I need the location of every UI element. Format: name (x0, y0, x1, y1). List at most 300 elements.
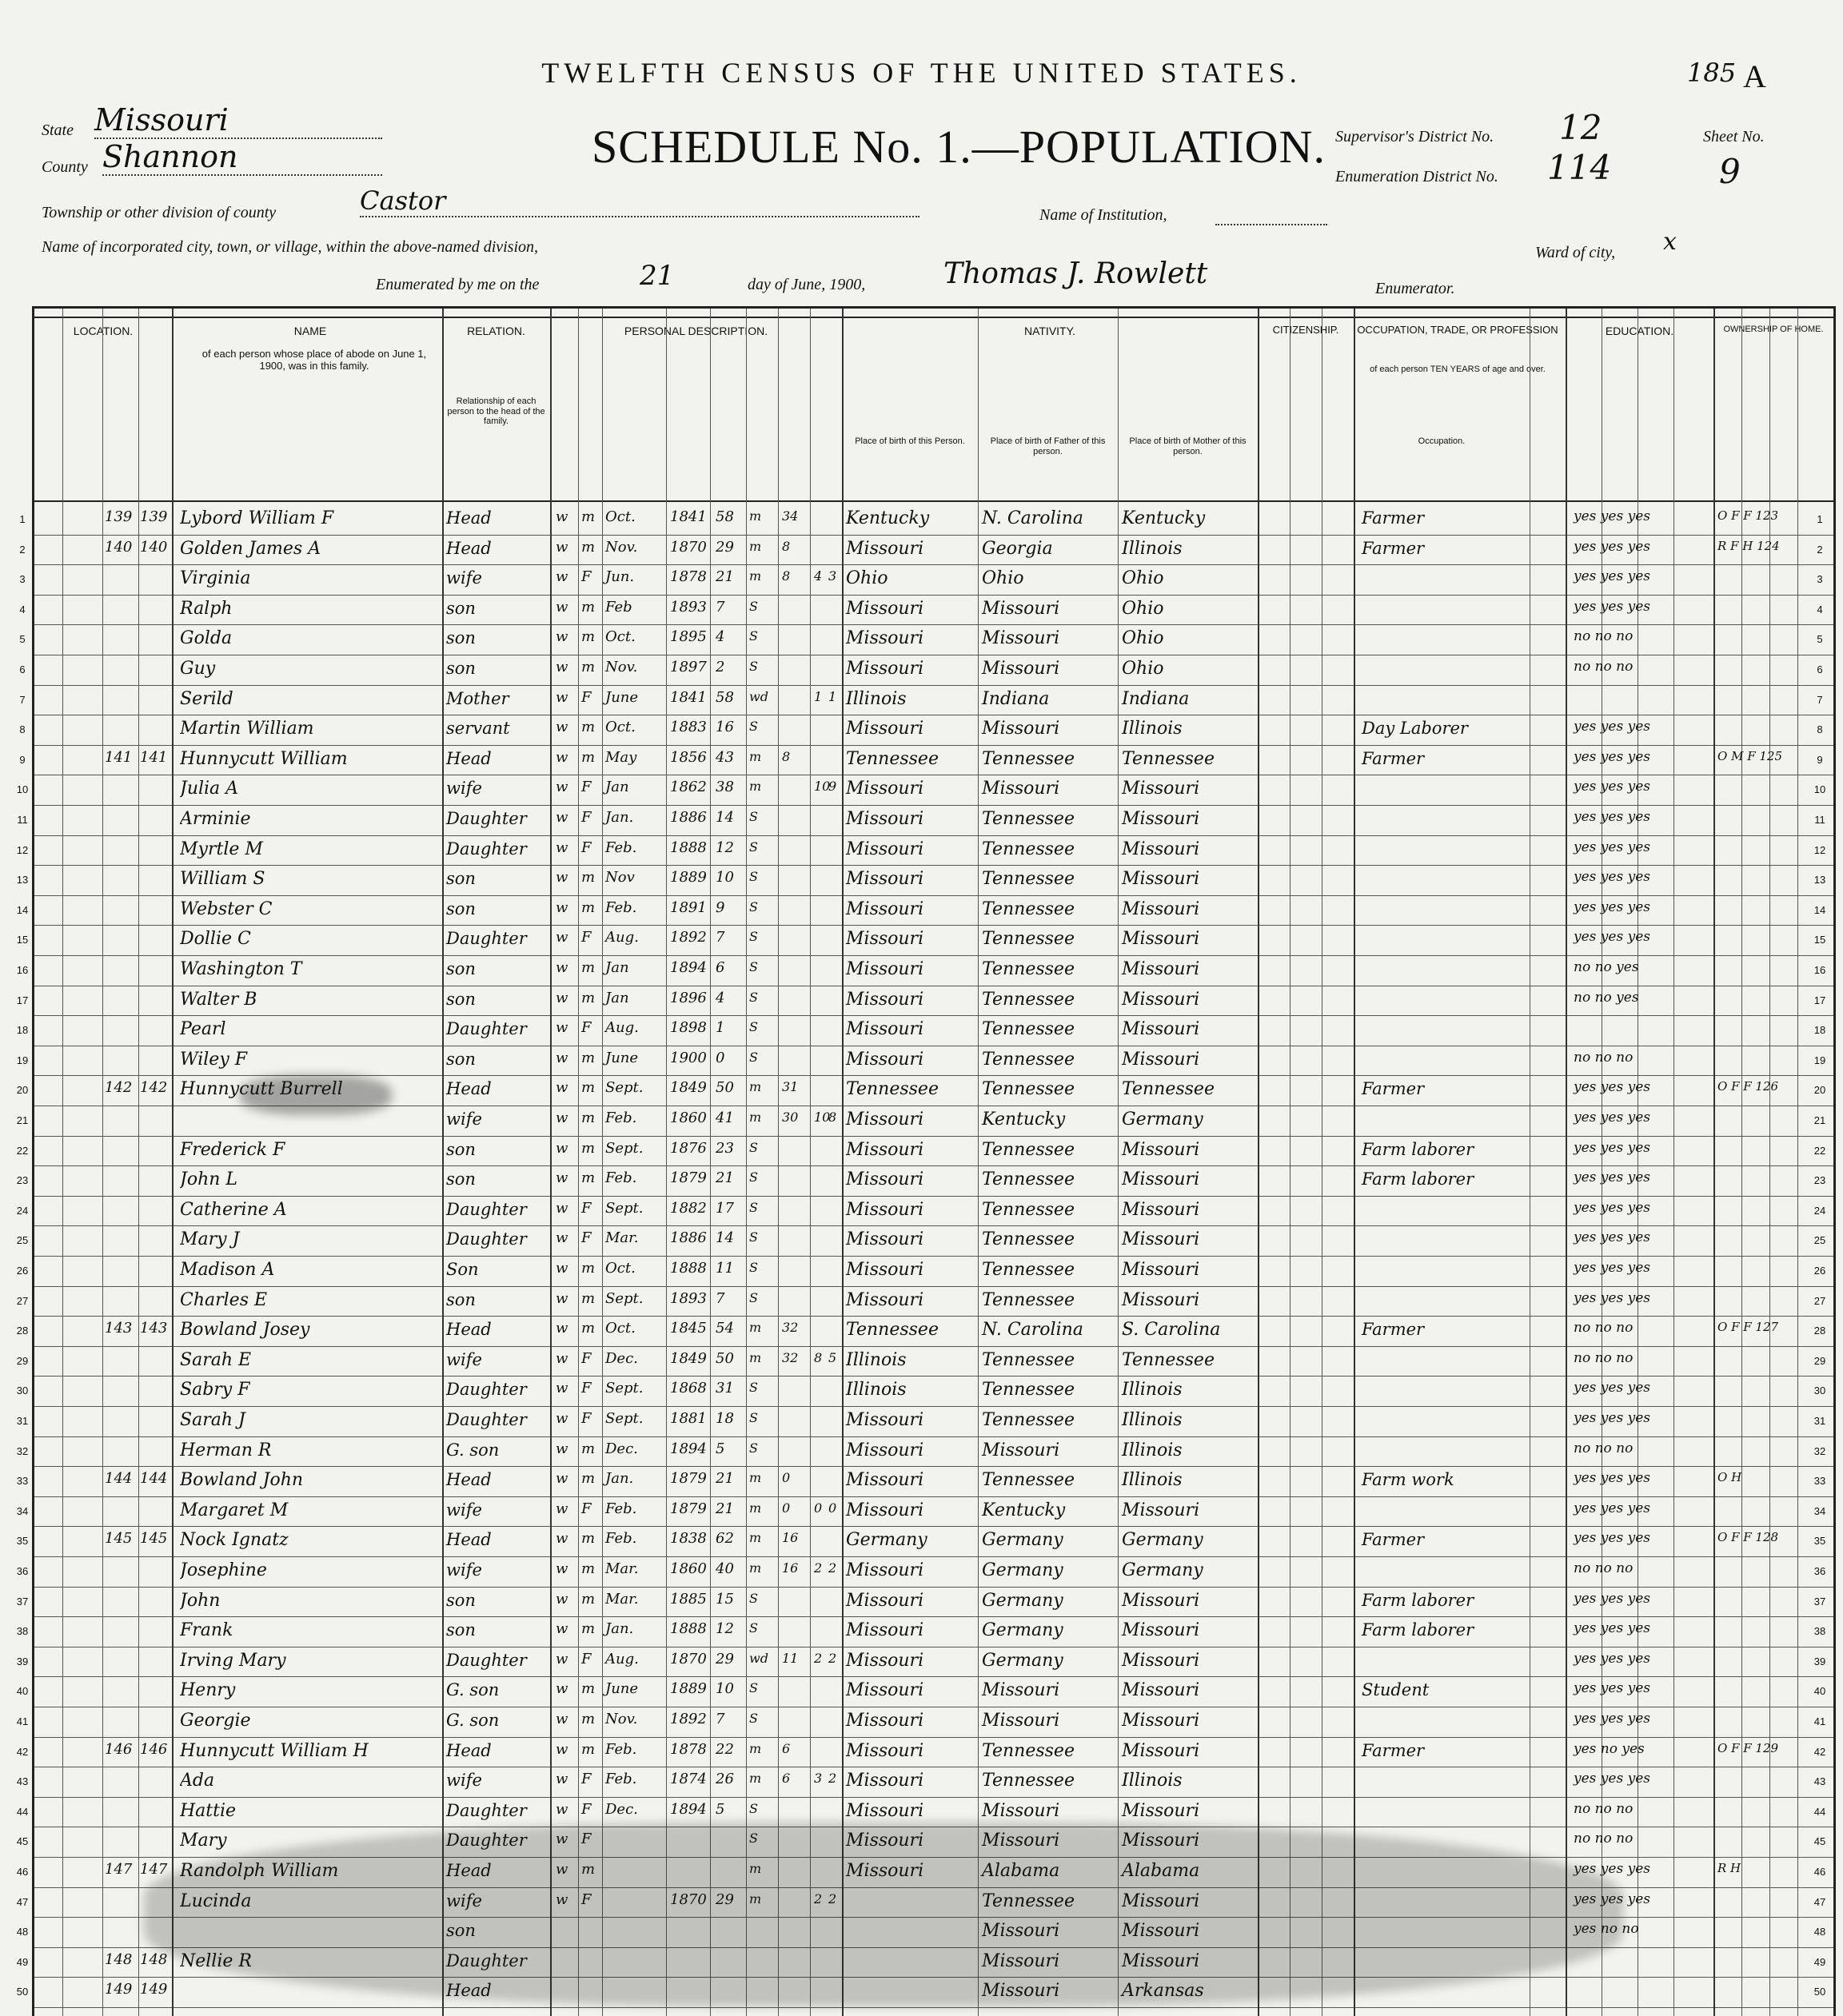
birth-year: 1845 (670, 1320, 707, 1337)
sex: F (581, 929, 592, 946)
marital-status: m (749, 1861, 762, 1876)
birthplace: Missouri (846, 959, 924, 979)
race: w (556, 1470, 568, 1488)
race: w (556, 1049, 568, 1066)
birth-month: Aug. (605, 1019, 639, 1037)
row-rule (34, 624, 1833, 625)
education: yes yes yes (1574, 1139, 1650, 1156)
birth-month: Mar. (605, 1229, 639, 1247)
relation: Head (446, 748, 492, 768)
marital-status: m (749, 1560, 762, 1576)
row-rule (34, 1196, 1833, 1197)
birth-year: 1886 (670, 809, 707, 826)
home-ownership: O F F 128 (1717, 1530, 1779, 1545)
sex: F (581, 1890, 592, 1908)
years-married: 6 (782, 1771, 791, 1787)
relation: Son (446, 1260, 479, 1279)
sex: m (581, 1711, 596, 1727)
row-number-right: 37 (1813, 1595, 1826, 1608)
person-name: Martin William (180, 720, 314, 739)
birthplace: Missouri (846, 809, 924, 829)
row-number-right: 46 (1813, 1866, 1826, 1878)
mother-birthplace: Illinois (1122, 1771, 1183, 1791)
person-name: Randolph William (180, 1863, 339, 1880)
group-relation: RELATION. (467, 325, 525, 337)
column-rule (1797, 309, 1798, 2016)
row-rule (34, 1165, 1833, 1166)
education: yes yes yes (1574, 1260, 1650, 1276)
row-rule (34, 895, 1833, 896)
birth-month: Feb. (605, 839, 637, 856)
children-living: 2 (828, 1650, 837, 1666)
birth-year: 1841 (670, 688, 707, 706)
birthplace: Missouri (846, 1680, 924, 1701)
marital-status: S (749, 1410, 758, 1425)
row-number-right: 26 (1813, 1265, 1826, 1277)
age: 11 (716, 1260, 734, 1277)
father-birthplace: Tennessee (982, 1410, 1075, 1430)
relation: wife (446, 1771, 482, 1791)
father-birthplace: Missouri (982, 598, 1060, 619)
column-rule (578, 309, 579, 2016)
enumerator-name: Thomas J. Rowlett (943, 257, 1208, 290)
row-number: 46 (16, 1866, 29, 1878)
family-number: 144 (140, 1470, 168, 1488)
birth-month: Nov. (605, 659, 638, 675)
age: 26 (716, 1771, 734, 1788)
county-label: County (42, 158, 88, 176)
birth-month: Sept. (605, 1079, 644, 1097)
group-nativity: NATIVITY. (1023, 325, 1076, 337)
years-married: 32 (782, 1320, 799, 1336)
race: w (556, 1500, 568, 1517)
marital-status: S (749, 1139, 758, 1155)
row-number: 21 (16, 1114, 29, 1126)
years-married: 8 (782, 568, 791, 584)
race: w (556, 1740, 568, 1758)
row-number-right: 30 (1813, 1385, 1826, 1397)
relation: Head (446, 538, 492, 558)
row-number-right: 28 (1813, 1325, 1826, 1337)
row-number-right: 6 (1817, 663, 1823, 675)
birthplace: Missouri (846, 1620, 924, 1641)
mother-birthplace: Tennessee (1122, 1079, 1215, 1100)
row-number: 40 (16, 1685, 29, 1698)
mother-birthplace: Missouri (1122, 1019, 1200, 1040)
home-ownership: O F F 129 (1717, 1740, 1779, 1755)
column-rule (746, 309, 747, 2016)
father-birthplace: Tennessee (982, 1139, 1075, 1160)
father-birthplace: Indiana (982, 688, 1050, 709)
age: 2 (716, 659, 725, 675)
mother-birthplace: Missouri (1122, 1590, 1200, 1611)
column-rule (1258, 309, 1259, 2016)
birthplace: Missouri (846, 659, 924, 679)
birthplace: Missouri (846, 1260, 924, 1280)
age: 4 (716, 989, 725, 1006)
sex: m (581, 1440, 596, 1457)
marital-status: m (749, 1320, 762, 1336)
birth-year: 1841 (670, 508, 707, 525)
birth-month: Dec. (605, 1349, 638, 1367)
person-name: Bowland John (180, 1472, 304, 1490)
occupation: Farmer (1362, 538, 1425, 558)
relation: Head (446, 1320, 492, 1340)
sex: F (581, 688, 592, 706)
father-birthplace: Missouri (982, 1711, 1060, 1731)
home-ownership: R F H 124 (1717, 538, 1780, 553)
mother-birthplace: Missouri (1122, 1740, 1200, 1761)
father-birthplace: Tennessee (982, 1740, 1075, 1761)
sex: m (581, 959, 596, 976)
relation: Daughter (446, 1950, 527, 1970)
education: yes yes yes (1574, 508, 1650, 524)
occupation: Farmer (1362, 1530, 1425, 1550)
years-married: 16 (782, 1530, 799, 1546)
education: no no no (1574, 1320, 1634, 1337)
father-birthplace: Missouri (982, 1981, 1060, 2002)
birth-year: 1893 (670, 1289, 707, 1307)
age: 21 (716, 1500, 734, 1517)
relation: Daughter (446, 1019, 527, 1039)
occupation: Farm laborer (1362, 1590, 1474, 1610)
relation: son (446, 628, 476, 648)
birth-month: Oct. (605, 719, 636, 736)
row-rule (34, 685, 1833, 686)
father-birthplace: Tennessee (982, 1019, 1075, 1040)
birth-month: Sept. (605, 1139, 644, 1157)
row-rule (34, 1376, 1833, 1377)
person-name: Lucinda (180, 1892, 252, 1910)
person-name: Ada (180, 1772, 215, 1791)
birthplace: Missouri (846, 1049, 924, 1070)
township-label: Township or other division of county (42, 204, 277, 221)
sex: m (581, 1049, 596, 1066)
education: yes no yes (1574, 1740, 1645, 1757)
father-birthplace: Kentucky (982, 1110, 1066, 1130)
age: 58 (716, 508, 734, 525)
birth-year: 1882 (670, 1199, 707, 1217)
row-number-right: 7 (1817, 693, 1823, 706)
nativity-mother: Place of birth of Mother of this person. (1129, 436, 1247, 456)
birth-month: Oct. (605, 1320, 636, 1337)
relation: Daughter (446, 1831, 527, 1851)
person-name: Margaret M (180, 1501, 289, 1520)
person-name: Hunnycutt William H (180, 1742, 369, 1760)
birth-year: 1892 (670, 929, 707, 946)
row-rule (34, 1616, 1833, 1617)
birthplace: Missouri (846, 1650, 924, 1671)
mother-birthplace: Missouri (1122, 1620, 1200, 1641)
marital-status: S (749, 809, 758, 824)
relation: Daughter (446, 1410, 527, 1429)
family-number: 145 (140, 1530, 168, 1548)
father-birthplace: Germany (982, 1560, 1063, 1580)
marital-status: m (749, 1110, 762, 1125)
mother-birthplace: Missouri (1122, 1229, 1200, 1250)
row-number: 31 (16, 1415, 29, 1427)
years-married: 0 (782, 1470, 791, 1486)
sex: F (581, 779, 592, 796)
sex: F (581, 1771, 592, 1788)
race: w (556, 1590, 568, 1608)
row-number: 27 (16, 1294, 29, 1307)
relation: Head (446, 1470, 492, 1490)
row-number: 48 (16, 1926, 29, 1938)
person-name: Virginia (180, 570, 251, 588)
dwelling-number: 145 (105, 1530, 133, 1548)
row-number-right: 29 (1813, 1354, 1826, 1367)
row-number: 17 (16, 994, 29, 1006)
person-name: Guy (180, 660, 216, 678)
occupation: Farm laborer (1362, 1169, 1474, 1189)
occupation: Farmer (1362, 1079, 1425, 1099)
mother-birthplace: Missouri (1122, 1680, 1200, 1701)
children-living: 1 (828, 688, 837, 704)
birthplace: Illinois (846, 1349, 907, 1370)
row-number: 25 (16, 1234, 29, 1247)
relation: Daughter (446, 929, 527, 949)
marital-status: S (749, 1260, 758, 1275)
row-number: 35 (16, 1535, 29, 1548)
father-birthplace: Missouri (982, 1921, 1060, 1942)
race: w (556, 598, 568, 616)
sex: m (581, 1620, 596, 1638)
marital-status: m (749, 1079, 762, 1095)
census-table (16, 306, 1836, 2016)
person-name: Madison A (180, 1261, 275, 1279)
relation: G. son (446, 1711, 500, 1730)
row-number-right: 35 (1813, 1535, 1826, 1548)
years-married: 11 (782, 1650, 799, 1666)
row-number-right: 49 (1813, 1955, 1826, 1968)
sex: F (581, 1410, 592, 1427)
birth-year: 1886 (670, 1229, 707, 1247)
marital-status: S (749, 1169, 758, 1185)
mother-birthplace: Kentucky (1122, 508, 1206, 528)
birth-year: 1883 (670, 719, 707, 736)
race: w (556, 959, 568, 976)
sex: m (581, 1740, 596, 1758)
birth-month: Feb (605, 598, 632, 616)
family-number: 147 (140, 1861, 168, 1878)
row-number-right: 43 (1813, 1775, 1826, 1788)
race: w (556, 1079, 568, 1097)
birth-month: Jun. (605, 568, 635, 586)
age: 29 (716, 538, 734, 556)
birth-month: May (605, 748, 637, 766)
nativity-father: Place of birth of Father of this person. (990, 436, 1106, 456)
birthplace: Illinois (846, 1380, 907, 1400)
relation: Head (446, 1981, 492, 2001)
sex: m (581, 1079, 596, 1097)
relation: Daughter (446, 1800, 527, 1820)
county-value: Shannon (102, 139, 382, 176)
education: yes yes yes (1574, 1110, 1650, 1126)
mother-birthplace: Missouri (1122, 1139, 1200, 1160)
relation: G. son (446, 1680, 500, 1700)
children-born: 0 (814, 1500, 823, 1516)
father-birthplace: Missouri (982, 1440, 1060, 1460)
age: 10 (716, 869, 734, 886)
birthplace: Missouri (846, 538, 924, 559)
sex: m (581, 1861, 596, 1878)
birth-year: 1892 (670, 1711, 707, 1727)
row-number-right: 34 (1813, 1504, 1826, 1517)
row-number-right: 21 (1813, 1114, 1826, 1126)
sex: F (581, 1229, 592, 1247)
education: yes yes yes (1574, 1289, 1650, 1306)
father-birthplace: Tennessee (982, 1470, 1075, 1491)
group-occupation: OCCUPATION, TRADE, OR PROFESSION (1357, 324, 1558, 336)
marital-status: m (749, 1530, 762, 1546)
sex: F (581, 1349, 592, 1367)
age: 41 (716, 1110, 734, 1126)
birth-month: Aug. (605, 929, 639, 946)
education: no no yes (1574, 959, 1639, 975)
mother-birthplace: Ohio (1122, 568, 1164, 589)
birth-year: 1885 (670, 1590, 707, 1608)
relation: wife (446, 1560, 482, 1580)
age: 7 (716, 1289, 725, 1307)
row-number: 32 (16, 1444, 29, 1457)
state-label: State (42, 122, 74, 139)
birthplace: Missouri (846, 1169, 924, 1190)
row-number-right: 1 (1817, 513, 1823, 525)
birthplace: Missouri (846, 1711, 924, 1731)
father-birthplace: Tennessee (982, 839, 1075, 859)
row-number: 23 (16, 1174, 29, 1187)
years-married: 0 (782, 1500, 791, 1516)
race: w (556, 688, 568, 706)
race: w (556, 1349, 568, 1367)
row-rule (34, 1737, 1833, 1738)
row-number-right: 17 (1813, 994, 1826, 1006)
enumerated-day: 21 (640, 260, 675, 292)
mother-birthplace: Missouri (1122, 898, 1200, 919)
relation: wife (446, 1890, 482, 1910)
row-number: 36 (16, 1565, 29, 1577)
row-rule (34, 1556, 1833, 1557)
column-rule (172, 309, 174, 2016)
race: w (556, 1440, 568, 1457)
relation: Daughter (446, 1199, 527, 1219)
ward-value: x (1663, 228, 1677, 256)
sex: F (581, 1019, 592, 1037)
row-number-right: 44 (1813, 1805, 1826, 1818)
person-name: Washington T (180, 961, 302, 978)
sex: m (581, 1110, 596, 1126)
row-rule (34, 1436, 1833, 1437)
father-birthplace: Tennessee (982, 929, 1075, 950)
sex: m (581, 1289, 596, 1307)
person-name: William S (180, 871, 265, 889)
birth-month: June (605, 688, 639, 706)
birth-year: 1849 (670, 1079, 707, 1097)
education: no no yes (1574, 989, 1639, 1006)
occupation: Farmer (1362, 748, 1425, 768)
sex: m (581, 1320, 596, 1337)
relation: son (446, 598, 476, 618)
education: yes yes yes (1574, 1650, 1650, 1667)
birthplace: Missouri (846, 1019, 924, 1040)
father-birthplace: Alabama (982, 1861, 1060, 1881)
mother-birthplace: Arkansas (1122, 1981, 1204, 2002)
birth-month: Sept. (605, 1199, 644, 1217)
father-birthplace: Kentucky (982, 1500, 1066, 1520)
row-number-right: 18 (1813, 1024, 1826, 1037)
education: no no no (1574, 628, 1634, 645)
row-number-right: 20 (1813, 1084, 1826, 1097)
column-rule (1673, 309, 1674, 2016)
person-name: Catherine A (180, 1201, 287, 1219)
row-rule (34, 1466, 1833, 1467)
birthplace: Missouri (846, 1831, 924, 1851)
enumeration-label: Enumeration District No. (1335, 168, 1498, 185)
birthplace: Missouri (846, 898, 924, 919)
father-birthplace: Tennessee (982, 809, 1075, 829)
race: w (556, 508, 568, 525)
column-rule (1354, 309, 1355, 2016)
marital-status: S (749, 1620, 758, 1636)
marital-status: S (749, 959, 758, 974)
birth-month: Feb. (605, 1110, 637, 1126)
occupation: Day Laborer (1362, 719, 1468, 739)
row-number-right: 5 (1817, 633, 1823, 646)
education: yes yes yes (1574, 1711, 1650, 1727)
relation: son (446, 959, 476, 978)
age: 4 (716, 628, 725, 646)
sex: m (581, 508, 596, 525)
father-birthplace: Tennessee (982, 1771, 1075, 1791)
person-name: Hunnycutt Burrell (180, 1081, 343, 1099)
home-ownership: O H (1717, 1470, 1742, 1485)
relation: Daughter (446, 1380, 527, 1400)
row-number-right: 50 (1813, 1986, 1826, 1998)
census-title: TWELFTH CENSUS OF THE UNITED STATES. (541, 57, 1302, 89)
race: w (556, 839, 568, 856)
family-number: 142 (140, 1079, 168, 1097)
row-number: 11 (17, 814, 28, 826)
marital-status: m (749, 1890, 762, 1906)
ward-label: Ward of city, (1535, 244, 1616, 261)
mother-birthplace: Missouri (1122, 809, 1200, 829)
age: 6 (716, 959, 725, 976)
age: 43 (716, 748, 734, 766)
children-living: 2 (828, 1771, 837, 1787)
marital-status: S (749, 1590, 758, 1606)
marital-status: m (749, 1470, 762, 1486)
row-number: 5 (19, 633, 26, 646)
education: no no no (1574, 1049, 1634, 1066)
relation: Daughter (446, 839, 527, 859)
education: no no no (1574, 1831, 1634, 1847)
mother-birthplace: Ohio (1122, 598, 1164, 619)
sex: F (581, 1831, 592, 1848)
row-number: 29 (16, 1354, 29, 1367)
family-number: 141 (140, 748, 168, 766)
marital-status: S (749, 1680, 758, 1696)
race: w (556, 628, 568, 646)
column-rule (602, 309, 603, 2016)
age: 16 (716, 719, 734, 736)
row-number: 33 (16, 1475, 29, 1488)
birth-year: 1895 (670, 628, 707, 646)
row-number: 20 (16, 1084, 29, 1097)
row-rule (34, 1797, 1833, 1798)
mother-birthplace: Missouri (1122, 989, 1200, 1010)
row-number: 14 (16, 903, 29, 916)
